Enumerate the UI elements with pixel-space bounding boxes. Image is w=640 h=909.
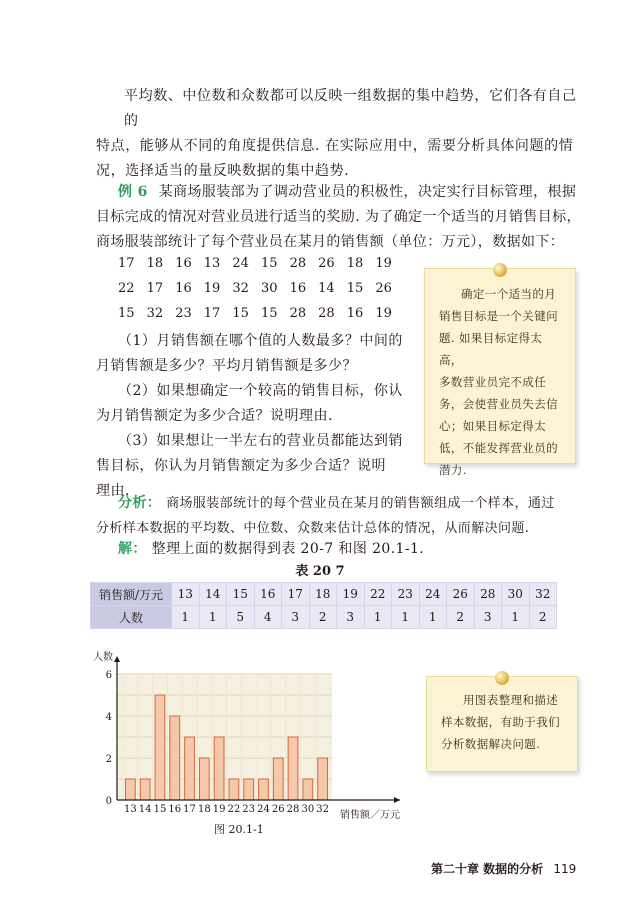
x-tick-label: 15 xyxy=(153,804,167,815)
table-cell: 1 xyxy=(364,606,392,629)
note-line: 务，会使营业员失去信 xyxy=(439,397,558,411)
intro-line-1: 平均数、中位数和众数都可以反映一组数据的集中趋势，它们各有自己的 xyxy=(124,88,577,129)
data-value: 14 xyxy=(318,281,335,296)
page-footer xyxy=(431,860,576,877)
analysis-label: 分析： xyxy=(118,495,162,511)
note-line: 多数营业员完不成任 xyxy=(439,375,547,389)
y-tick-label: 2 xyxy=(105,754,112,765)
bar xyxy=(199,758,209,800)
y-tick-label: 0 xyxy=(105,796,112,807)
table-cell: 1 xyxy=(392,606,420,629)
example-line-3: 商场服装部统计了每个营业员在某月的销售额（单位：万元），数据如下： xyxy=(96,234,565,250)
data-value: 17 xyxy=(146,281,164,296)
data-value: 28 xyxy=(289,256,307,271)
data-value: 16 xyxy=(175,256,192,271)
solution-text: 整理上面的数据得到表 20-7 和图 20.1-1. xyxy=(151,541,425,557)
data-value: 18 xyxy=(346,256,364,271)
table-header-count: 人数 xyxy=(91,606,172,629)
data-value: 16 xyxy=(289,281,307,296)
table-header-sales: 销售额/万元 xyxy=(91,583,172,606)
table-cell: 15 xyxy=(227,583,255,606)
x-tick-label: 16 xyxy=(168,804,182,815)
data-value: 28 xyxy=(289,306,307,321)
data-value: 13 xyxy=(203,256,221,271)
data-value: 17 xyxy=(203,306,221,321)
y-tick-label: 4 xyxy=(105,712,112,723)
data-value: 19 xyxy=(375,256,392,271)
table-cell: 24 xyxy=(419,583,447,606)
y-axis-arrow xyxy=(114,656,120,662)
table-cell: 3 xyxy=(474,606,502,629)
table-cell: 18 xyxy=(309,583,337,606)
x-axis-label: 销售额／万元 xyxy=(340,810,400,821)
solution-label: 解： xyxy=(118,541,147,557)
table-cell: 2 xyxy=(529,606,557,629)
table-row xyxy=(91,606,557,629)
solution-line xyxy=(118,538,424,558)
table-cell: 2 xyxy=(447,606,475,629)
intro-line-3: 况，选择适当的量反映数据的集中趋势. xyxy=(96,163,350,179)
table-cell: 26 xyxy=(447,583,475,606)
pin-icon xyxy=(493,263,507,277)
note-line: 潜力. xyxy=(439,463,467,477)
note-line: 用图表整理和描述 xyxy=(463,693,559,707)
chapter-title: 第二十章 数据的分析 xyxy=(431,862,544,876)
data-value: 18 xyxy=(146,256,164,271)
x-tick-label: 30 xyxy=(301,804,315,815)
table-cell: 4 xyxy=(254,606,282,629)
question-3a: （3）如果想让一半左右的营业员都能达到销 xyxy=(118,433,403,449)
table-cell: 3 xyxy=(337,606,365,629)
y-axis-label: 人数 xyxy=(93,652,113,663)
table-cell: 32 xyxy=(529,583,557,606)
x-tick-label: 14 xyxy=(138,804,152,815)
note-line: 销售目标是一个关键问 xyxy=(439,309,558,323)
x-tick-label: 28 xyxy=(286,804,300,815)
data-value: 16 xyxy=(346,306,364,321)
bar xyxy=(214,737,224,800)
x-tick-label: 17 xyxy=(183,804,196,815)
example-label: 例 6 xyxy=(118,184,148,200)
bar xyxy=(170,716,180,800)
bar xyxy=(244,779,254,800)
data-value: 26 xyxy=(318,256,335,271)
analysis-line-2: 分析样本数据的平均数、中位数、众数来估计总体的情况，从而解决问题. xyxy=(96,521,530,536)
question-3c: 理由. xyxy=(96,483,130,499)
margin-note-2 xyxy=(426,676,578,772)
figure-caption: 图 20.1-1 xyxy=(214,823,264,836)
table-cell: 1 xyxy=(172,606,200,629)
data-value: 15 xyxy=(118,306,135,321)
analysis-text-1: 商场服装部统计的每个营业员在某月的销售额组成一个样本，通过 xyxy=(166,496,555,511)
x-tick-label: 19 xyxy=(212,804,226,815)
data-value: 15 xyxy=(260,256,278,271)
x-tick-label: 13 xyxy=(124,804,137,815)
bar xyxy=(273,758,283,800)
note-line: 分析数据解决问题. xyxy=(441,737,541,751)
note-line: 样本数据，有助于我们 xyxy=(441,715,560,729)
data-row-1 xyxy=(118,256,404,271)
data-value: 15 xyxy=(232,306,249,321)
data-value: 17 xyxy=(118,256,135,271)
table-cell: 5 xyxy=(227,606,255,629)
data-value: 16 xyxy=(175,281,192,296)
pin-icon xyxy=(495,671,509,685)
data-value: 19 xyxy=(203,281,221,296)
bar xyxy=(140,779,150,800)
data-value: 19 xyxy=(375,306,392,321)
data-value: 30 xyxy=(260,281,278,296)
plot-area xyxy=(117,674,332,800)
note-line: 题. 如果目标定得太高， xyxy=(439,331,543,367)
intro-line-2: 特点，能够从不同的角度提供信息. 在实际应用中，需要分析具体问题的情 xyxy=(96,138,574,154)
bar xyxy=(155,695,165,800)
intro-paragraph xyxy=(96,84,590,184)
question-3b: 售目标，你认为月销售额定为多少合适？说明 xyxy=(96,458,386,474)
x-tick-label: 32 xyxy=(316,804,329,815)
bar xyxy=(318,758,328,800)
table-cell: 28 xyxy=(474,583,502,606)
x-tick-label: 18 xyxy=(197,804,211,815)
table-title: 表 20 7 xyxy=(295,564,345,579)
example-line-1 xyxy=(118,181,576,201)
bar xyxy=(229,779,239,800)
data-table xyxy=(90,582,557,629)
question-1b: 月销售额是多少？平均月销售额是多少？ xyxy=(96,358,357,374)
table-cell: 23 xyxy=(392,583,420,606)
bar xyxy=(259,779,269,800)
data-value: 24 xyxy=(232,256,249,271)
table-cell: 16 xyxy=(254,583,282,606)
table-cell: 14 xyxy=(199,583,227,606)
x-tick-label: 23 xyxy=(242,804,256,815)
table-cell: 1 xyxy=(419,606,447,629)
data-value: 15 xyxy=(346,281,364,296)
bar xyxy=(126,779,136,800)
question-2b: 为月销售额定为多少合适？说明理由. xyxy=(96,408,333,424)
note-line: 心；如果目标定得太 xyxy=(439,419,547,433)
table-cell: 1 xyxy=(199,606,227,629)
note-line: 确定一个适当的月 xyxy=(461,287,557,301)
table-cell: 13 xyxy=(172,583,200,606)
margin-note xyxy=(424,268,576,477)
table-cell: 2 xyxy=(309,606,337,629)
x-tick-label: 24 xyxy=(257,804,270,815)
table-cell: 17 xyxy=(282,583,310,606)
table-row xyxy=(91,583,557,606)
y-tick-label: 6 xyxy=(105,670,112,681)
data-value: 32 xyxy=(146,306,164,321)
example-text-1: 某商场服装部为了调动营业员的积极性，决定实行目标管理，根据 xyxy=(158,184,577,200)
question-2a: （2）如果想确定一个较高的销售目标，你认 xyxy=(118,383,403,399)
bar xyxy=(185,737,195,800)
bar xyxy=(288,737,298,800)
data-value: 23 xyxy=(175,306,192,321)
analysis-line-1 xyxy=(118,492,555,512)
example-line-2: 目标完成的情况对营业员进行适当的奖励. 为了确定一个适当的月销售目标， xyxy=(96,209,581,225)
table-cell: 19 xyxy=(337,583,365,606)
x-tick-label: 26 xyxy=(271,804,285,815)
data-value: 15 xyxy=(260,306,278,321)
data-value: 22 xyxy=(118,281,135,296)
note-line: 低，不能发挥营业员的 xyxy=(439,441,558,455)
data-value: 26 xyxy=(375,281,392,296)
page-number: 119 xyxy=(553,862,577,876)
data-row-3 xyxy=(118,306,404,321)
data-value: 28 xyxy=(318,306,335,321)
bar xyxy=(303,779,313,800)
x-axis-arrow xyxy=(394,797,400,803)
table-cell: 22 xyxy=(364,583,392,606)
data-row-2 xyxy=(118,281,404,296)
x-tick-label: 22 xyxy=(227,804,241,815)
table-cell: 1 xyxy=(502,606,530,629)
data-value: 32 xyxy=(232,281,249,296)
table-cell: 3 xyxy=(282,606,310,629)
table-cell: 30 xyxy=(502,583,530,606)
question-1a: （1）月销售额在哪个值的人数最多？中间的 xyxy=(118,333,403,349)
